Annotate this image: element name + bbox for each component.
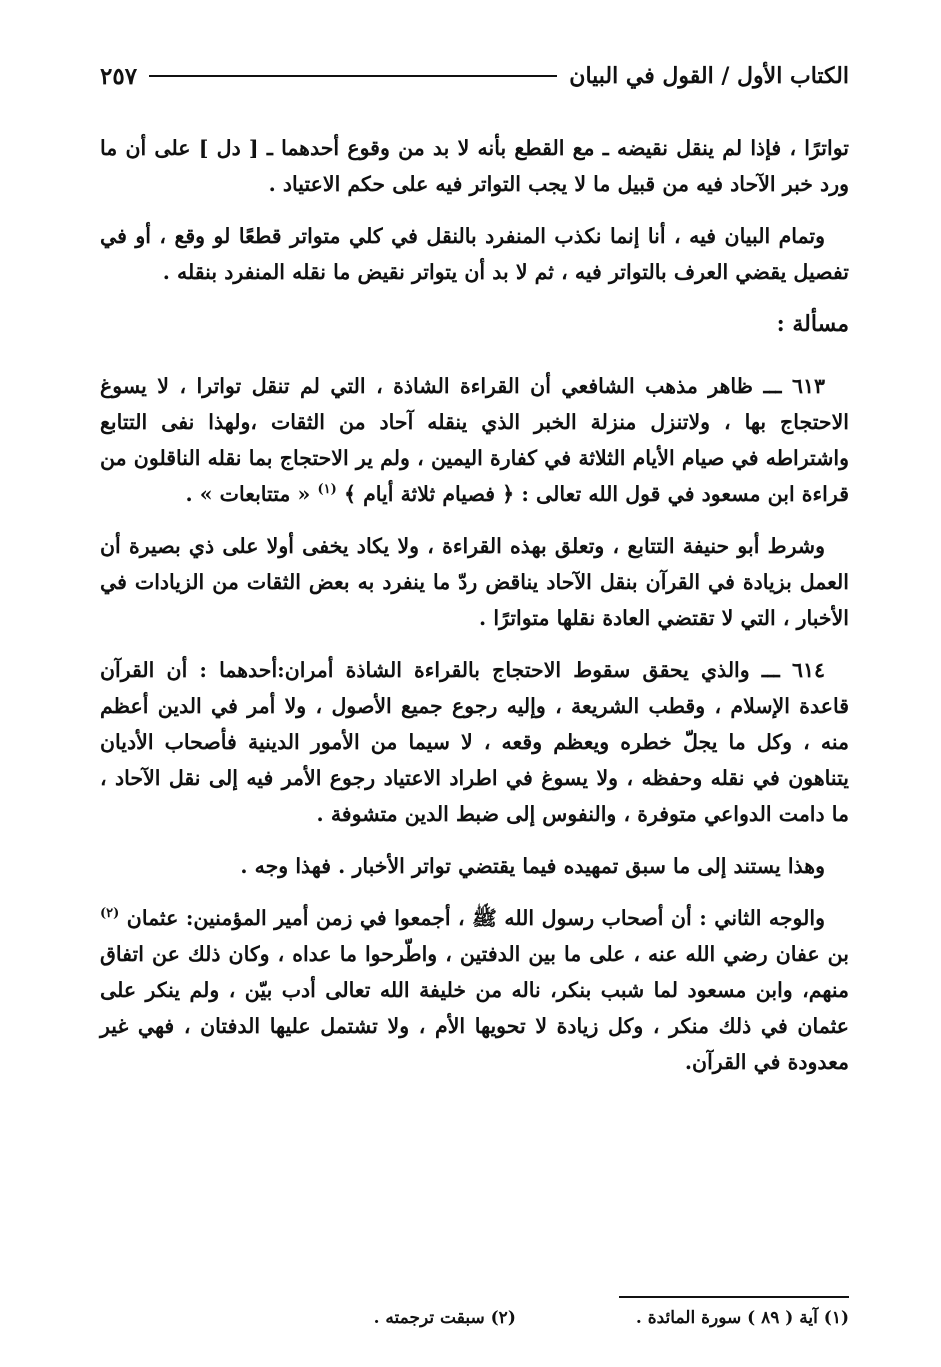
running-title: الكتاب الأول / القول في البيان bbox=[569, 63, 849, 89]
body-text bbox=[100, 130, 849, 1080]
paragraph-2: وتمام البيان فيه ، أنا إنما نكذب المنفرد بالنقل في كلي متواتر قطعًا لو وقع ، أو في تفصيل يقضي العرف بالتواتر فيه ، ثم لا بد أن يتواتر نقيض ما نقله المنفرد بنقله . bbox=[100, 224, 849, 284]
paragraph-613 bbox=[100, 368, 849, 512]
paragraph-614: ٦١٤ ـــ والذي يحقق سقوط الاحتجاج بالقراءة الشاذة أمران:أحدهما : أن القرآن قاعدة الإسلام ، وقطب الشريعة ، وإليه رجوع جميع الأصول ، ولا أمر في الدين أعظم منه ، وكل ما يجلّ خطره ويعظم وقعه ، لا سيما من الأمور الدينية فأصحاب الأديان يتناهون في نقله وحفظه ، ولا يسوغ في اطراد الاعتياد رجوع الأمر فيه إلى نقل الآحاد ، ما دامت الدواعي متوفرة ، والنفوس إلى ضبط الدين متشوفة . bbox=[100, 658, 849, 826]
footnotes bbox=[100, 1308, 849, 1328]
section-heading: مسألة : bbox=[776, 311, 849, 337]
footnote-2: (٢) سبقت ترجمته . bbox=[373, 1308, 516, 1328]
paragraph-7-text: والوجه الثاني : أن أصحاب رسول الله ﷺ ، أجمعوا في زمن أمير المؤمنين: عثمان bbox=[126, 906, 825, 930]
paragraph-6: وهذا يستند إلى ما سبق تمهيده فيما يقتضي تواتر الأخبار . فهذا وجه . bbox=[240, 854, 825, 878]
footnote-rule bbox=[619, 1296, 849, 1298]
page bbox=[100, 58, 849, 1367]
paragraph-613-end: « متتابعات » . bbox=[185, 482, 311, 506]
paragraph-613-text: ٦١٣ ـــ ظاهر مذهب الشافعي أن القراءة الشاذة ، التي لم تنقل تواترا ، لا يسوغ الاحتجاج بها ، ولاتنزل منزلة الخبر الذي ينقله آحاد من الثقات ،ولهذا نفى التتابع واشتراطه في صيام الأيام الثلاثة في كفارة اليمين ، ولم ير الاحتجاج بما نقله الناقلون من قراءة ابن مسعود في قول الله تعالى : bbox=[100, 374, 849, 506]
quran-verse: ﴿ فصيام ثلاثة أيام ﴾ bbox=[343, 482, 515, 506]
footnote-ref-2: (٢) bbox=[100, 906, 120, 922]
paragraph-7-end: بن عفان رضي الله عنه ، على ما بين الدفتين ، واطّرحوا ما عداه ، وكان ذلك عن اتفاق منهم، وابن مسعود لما شبب بنكر، ناله من خليفة الله تعالى أدب بيّن ، ولم ينكر على عثمان في ذلك منكر ، وكل زيادة لا تحويها الأم ، ولا تشتمل عليها الدفتان ، فهي غير معدودة في القرآن. bbox=[100, 942, 849, 1074]
page-number: ٢٥٧ bbox=[100, 62, 138, 90]
paragraph-4: وشرط أبو حنيفة التتابع ، وتعلق بهذه القراءة ، ولا يكاد يخفى أولا على ذي بصيرة أن العمل بزيادة في القرآن بنقل الآحاد يناقض ردّ ما ينفرد به بعض الثقات من الزيادات في الأخبار ، التي لا تقتضي العادة نقلها متواترًا . bbox=[100, 534, 849, 630]
running-header bbox=[100, 58, 849, 94]
paragraph-1: تواترًا ، فإذا لم ينقل نقيضه ـ مع القطع بأنه لا بد من وقوع أحدهما ـ [ دل ] على أن ما ورد خبر الآحاد فيه من قبيل ما لا يجب التواتر فيه على حكم الاعتياد . bbox=[100, 136, 849, 196]
footnote-ref-1: (١) bbox=[317, 482, 337, 498]
paragraph-7 bbox=[100, 900, 849, 1080]
footnote-1: (١) آية ( ٨٩ ) سورة المائدة . bbox=[635, 1308, 849, 1328]
header-rule bbox=[149, 75, 557, 77]
